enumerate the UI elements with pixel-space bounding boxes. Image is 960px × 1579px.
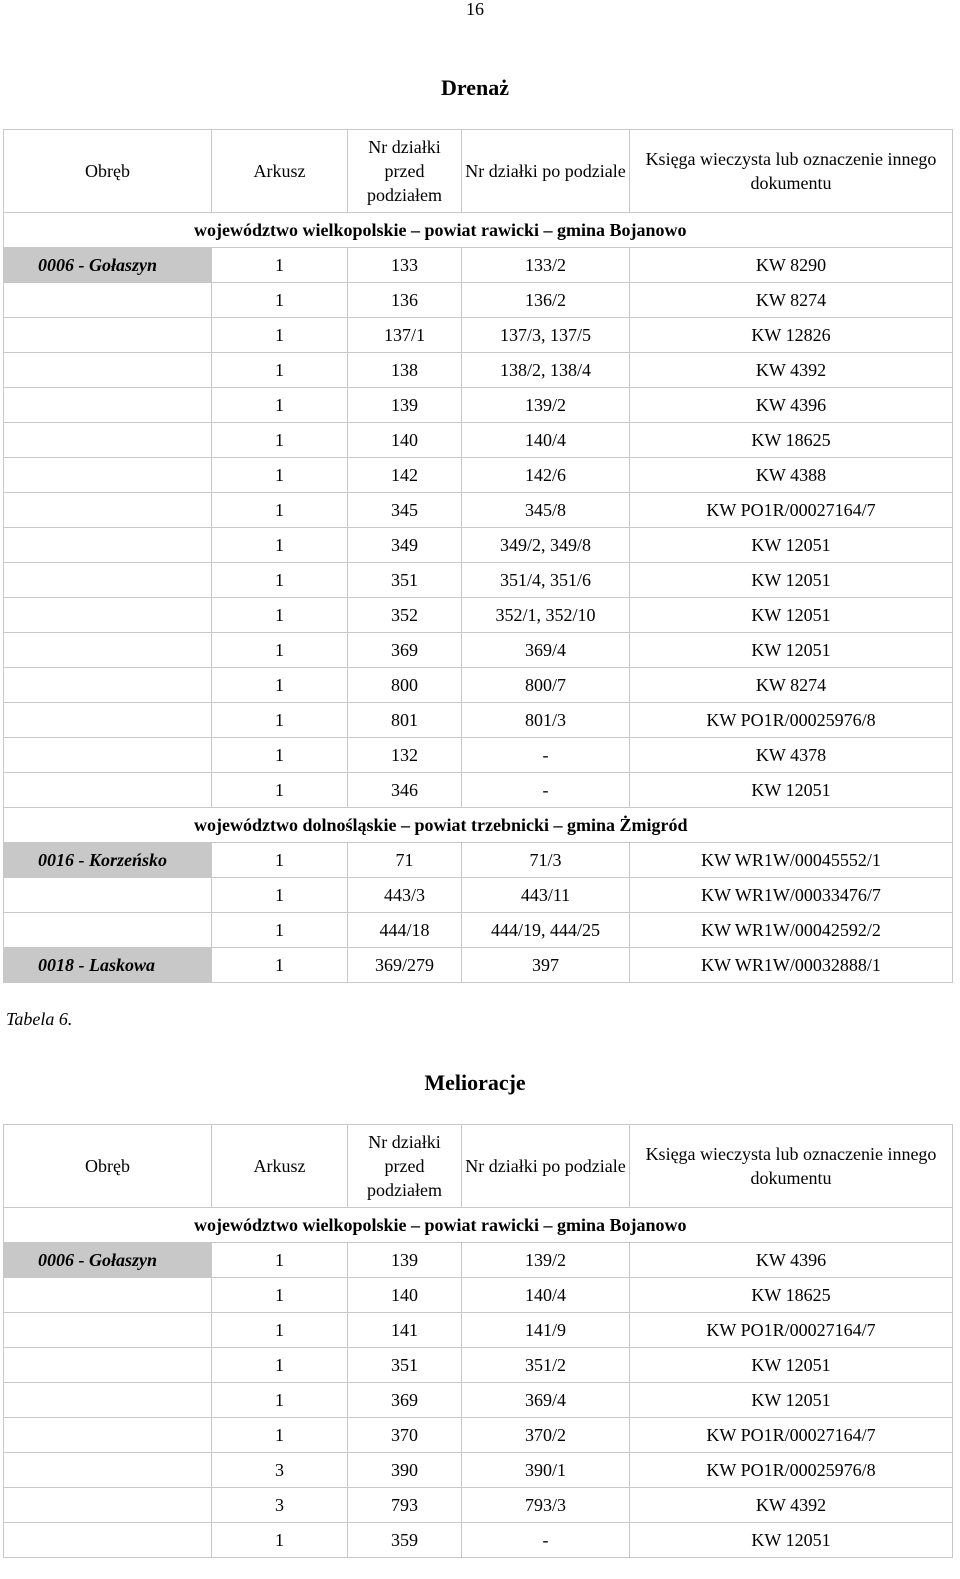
cell-ksiega: KW 12051 [630,1383,953,1418]
table-row [4,773,953,808]
table-row [4,388,953,423]
cell-ksiega: KW 12826 [630,318,953,353]
header-row [4,130,953,213]
cell-ksiega: KW PO1R/00025976/8 [630,1453,953,1488]
cell-ksiega: KW 8290 [630,248,953,283]
header-nr-przed: Nr działki przed podziałem [348,1125,462,1208]
cell-nr-po: 351/2 [462,1348,630,1383]
cell-arkusz: 1 [212,878,348,913]
table-row [4,598,953,633]
cell-arkusz: 1 [212,318,348,353]
cell-nr-po: - [462,1523,630,1558]
cell-nr-po: 351/4, 351/6 [462,563,630,598]
cell-nr-po: 444/19, 444/25 [462,913,630,948]
cell-obreb [4,1418,212,1453]
region-label: województwo wielkopolskie – powiat rawicki – gmina Bojanowo [4,1208,953,1243]
region-row [4,213,953,248]
cell-nr-przed: 345 [348,493,462,528]
cell-obreb [4,388,212,423]
cell-ksiega: KW PO1R/00027164/7 [630,493,953,528]
cell-obreb [4,1383,212,1418]
cell-arkusz: 1 [212,633,348,668]
table-row [4,633,953,668]
cell-arkusz: 1 [212,563,348,598]
table-row [4,563,953,598]
cell-arkusz: 1 [212,423,348,458]
cell-obreb [4,1348,212,1383]
region-row [4,808,953,843]
cell-nr-po: - [462,773,630,808]
table-row [4,248,953,283]
cell-nr-po: 139/2 [462,1243,630,1278]
cell-arkusz: 1 [212,738,348,773]
cell-arkusz: 1 [212,913,348,948]
cell-arkusz: 1 [212,1383,348,1418]
cell-nr-przed: 139 [348,388,462,423]
header-obreb: Obręb [4,130,212,213]
cell-nr-przed: 139 [348,1243,462,1278]
table-row [4,948,953,983]
cell-arkusz: 1 [212,1278,348,1313]
cell-ksiega: KW WR1W/00042592/2 [630,913,953,948]
cell-ksiega: KW 18625 [630,1278,953,1313]
table-row [4,423,953,458]
cell-arkusz: 1 [212,283,348,318]
cell-nr-przed: 793 [348,1488,462,1523]
cell-nr-przed: 370 [348,1418,462,1453]
cell-ksiega: KW 12051 [630,563,953,598]
cell-ksiega: KW 12051 [630,528,953,563]
header-nr-po: Nr działki po podziale [462,130,630,213]
cell-arkusz: 1 [212,1243,348,1278]
cell-obreb: 0006 - Gołaszyn [4,248,212,283]
cell-nr-przed: 369 [348,633,462,668]
cell-nr-po: 801/3 [462,703,630,738]
cell-nr-przed: 390 [348,1453,462,1488]
table-row [4,843,953,878]
cell-obreb [4,458,212,493]
cell-obreb [4,318,212,353]
cell-nr-przed: 351 [348,563,462,598]
table-row [4,1348,953,1383]
table-row [4,1418,953,1453]
table-row [4,528,953,563]
cell-ksiega: KW WR1W/00033476/7 [630,878,953,913]
cell-nr-po: 142/6 [462,458,630,493]
cell-arkusz: 3 [212,1488,348,1523]
table-row [4,458,953,493]
cell-arkusz: 1 [212,1313,348,1348]
cell-nr-przed: 351 [348,1348,462,1383]
table-row [4,668,953,703]
cell-nr-przed: 71 [348,843,462,878]
cell-obreb [4,633,212,668]
cell-ksiega: KW 8274 [630,283,953,318]
table-row [4,1313,953,1348]
header-nr-po: Nr działki po podziale [462,1125,630,1208]
cell-obreb [4,738,212,773]
header-row [4,1125,953,1208]
cell-obreb [4,1278,212,1313]
cell-ksiega: KW 18625 [630,423,953,458]
cell-ksiega: KW PO1R/00027164/7 [630,1313,953,1348]
cell-nr-po: 140/4 [462,1278,630,1313]
cell-ksiega: KW 4396 [630,1243,953,1278]
cell-obreb [4,598,212,633]
cell-obreb [4,1453,212,1488]
cell-nr-po: 349/2, 349/8 [462,528,630,563]
cell-arkusz: 1 [212,948,348,983]
cell-arkusz: 1 [212,1523,348,1558]
cell-obreb: 0016 - Korzeńsko [4,843,212,878]
table-row [4,283,953,318]
cell-nr-po: 141/9 [462,1313,630,1348]
header-ksiega: Księga wieczysta lub oznaczenie innego dokumentu [630,1125,953,1208]
cell-ksiega: KW WR1W/00045552/1 [630,843,953,878]
cell-nr-po: 793/3 [462,1488,630,1523]
table-row [4,703,953,738]
cell-ksiega: KW 4388 [630,458,953,493]
table-row [4,493,953,528]
table-row [4,1278,953,1313]
cell-obreb [4,423,212,458]
page-number: 16 [466,0,484,19]
cell-nr-przed: 346 [348,773,462,808]
cell-nr-po: 369/4 [462,633,630,668]
region-label: województwo wielkopolskie – powiat rawicki – gmina Bojanowo [4,213,953,248]
cell-arkusz: 1 [212,598,348,633]
cell-ksiega: KW 4378 [630,738,953,773]
header-ksiega: Księga wieczysta lub oznaczenie innego dokumentu [630,130,953,213]
cell-obreb [4,493,212,528]
table-row [4,1453,953,1488]
cell-nr-przed: 132 [348,738,462,773]
table-row [4,1488,953,1523]
cell-nr-po: 136/2 [462,283,630,318]
cell-arkusz: 1 [212,458,348,493]
table-row [4,353,953,388]
cell-ksiega: KW PO1R/00027164/7 [630,1418,953,1453]
cell-nr-po: 800/7 [462,668,630,703]
cell-nr-po: 71/3 [462,843,630,878]
cell-ksiega: KW 4392 [630,353,953,388]
cell-nr-przed: 369/279 [348,948,462,983]
cell-nr-po: 397 [462,948,630,983]
cell-nr-przed: 800 [348,668,462,703]
cell-nr-po: 133/2 [462,248,630,283]
cell-nr-przed: 133 [348,248,462,283]
cell-nr-przed: 352 [348,598,462,633]
cell-nr-przed: 137/1 [348,318,462,353]
cell-ksiega: KW 12051 [630,1348,953,1383]
cell-obreb [4,773,212,808]
cell-nr-przed: 443/3 [348,878,462,913]
melioracje-table [3,1124,953,1558]
cell-nr-po: - [462,738,630,773]
header-arkusz: Arkusz [212,1125,348,1208]
cell-obreb [4,668,212,703]
cell-nr-przed: 142 [348,458,462,493]
table-row [4,318,953,353]
cell-nr-przed: 801 [348,703,462,738]
cell-obreb [4,1488,212,1523]
cell-ksiega: KW PO1R/00025976/8 [630,703,953,738]
cell-nr-po: 138/2, 138/4 [462,353,630,388]
header-nr-przed: Nr działki przed podziałem [348,130,462,213]
cell-obreb [4,563,212,598]
cell-nr-po: 369/4 [462,1383,630,1418]
cell-nr-po: 390/1 [462,1453,630,1488]
section-title-drenaz: Drenaż [440,75,510,100]
cell-obreb [4,878,212,913]
header-obreb: Obręb [4,1125,212,1208]
cell-obreb [4,1523,212,1558]
cell-ksiega: KW 4392 [630,1488,953,1523]
region-label: województwo dolnośląskie – powiat trzebnicki – gmina Żmigród [4,808,953,843]
cell-nr-po: 370/2 [462,1418,630,1453]
table-row [4,1523,953,1558]
header-arkusz: Arkusz [212,130,348,213]
cell-arkusz: 1 [212,668,348,703]
table-row [4,1243,953,1278]
cell-arkusz: 1 [212,773,348,808]
section-title-melioracje: Melioracje [424,1070,526,1095]
cell-nr-po: 345/8 [462,493,630,528]
table-row [4,738,953,773]
cell-nr-przed: 138 [348,353,462,388]
cell-nr-przed: 444/18 [348,913,462,948]
region-row [4,1208,953,1243]
table-caption: Tabela 6. [6,1009,73,1029]
cell-nr-po: 443/11 [462,878,630,913]
cell-nr-przed: 141 [348,1313,462,1348]
cell-nr-po: 137/3, 137/5 [462,318,630,353]
cell-obreb: 0006 - Gołaszyn [4,1243,212,1278]
cell-arkusz: 3 [212,1453,348,1488]
cell-obreb [4,913,212,948]
cell-obreb [4,1313,212,1348]
table-row [4,1383,953,1418]
cell-nr-przed: 359 [348,1523,462,1558]
cell-arkusz: 1 [212,493,348,528]
cell-arkusz: 1 [212,388,348,423]
cell-ksiega: KW 8274 [630,668,953,703]
cell-arkusz: 1 [212,1348,348,1383]
cell-obreb [4,528,212,563]
cell-ksiega: KW WR1W/00032888/1 [630,948,953,983]
cell-obreb [4,703,212,738]
cell-obreb: 0018 - Laskowa [4,948,212,983]
cell-arkusz: 1 [212,353,348,388]
drenaz-table [3,129,953,983]
cell-obreb [4,283,212,318]
cell-nr-przed: 140 [348,1278,462,1313]
cell-nr-po: 140/4 [462,423,630,458]
cell-nr-po: 352/1, 352/10 [462,598,630,633]
cell-nr-po: 139/2 [462,388,630,423]
cell-nr-przed: 136 [348,283,462,318]
cell-nr-przed: 140 [348,423,462,458]
cell-arkusz: 1 [212,248,348,283]
table-row [4,878,953,913]
cell-ksiega: KW 12051 [630,633,953,668]
cell-ksiega: KW 12051 [630,773,953,808]
cell-ksiega: KW 4396 [630,388,953,423]
cell-ksiega: KW 12051 [630,598,953,633]
cell-arkusz: 1 [212,528,348,563]
cell-nr-przed: 349 [348,528,462,563]
cell-arkusz: 1 [212,703,348,738]
cell-nr-przed: 369 [348,1383,462,1418]
cell-arkusz: 1 [212,843,348,878]
cell-obreb [4,353,212,388]
table-row [4,913,953,948]
cell-ksiega: KW 12051 [630,1523,953,1558]
cell-arkusz: 1 [212,1418,348,1453]
